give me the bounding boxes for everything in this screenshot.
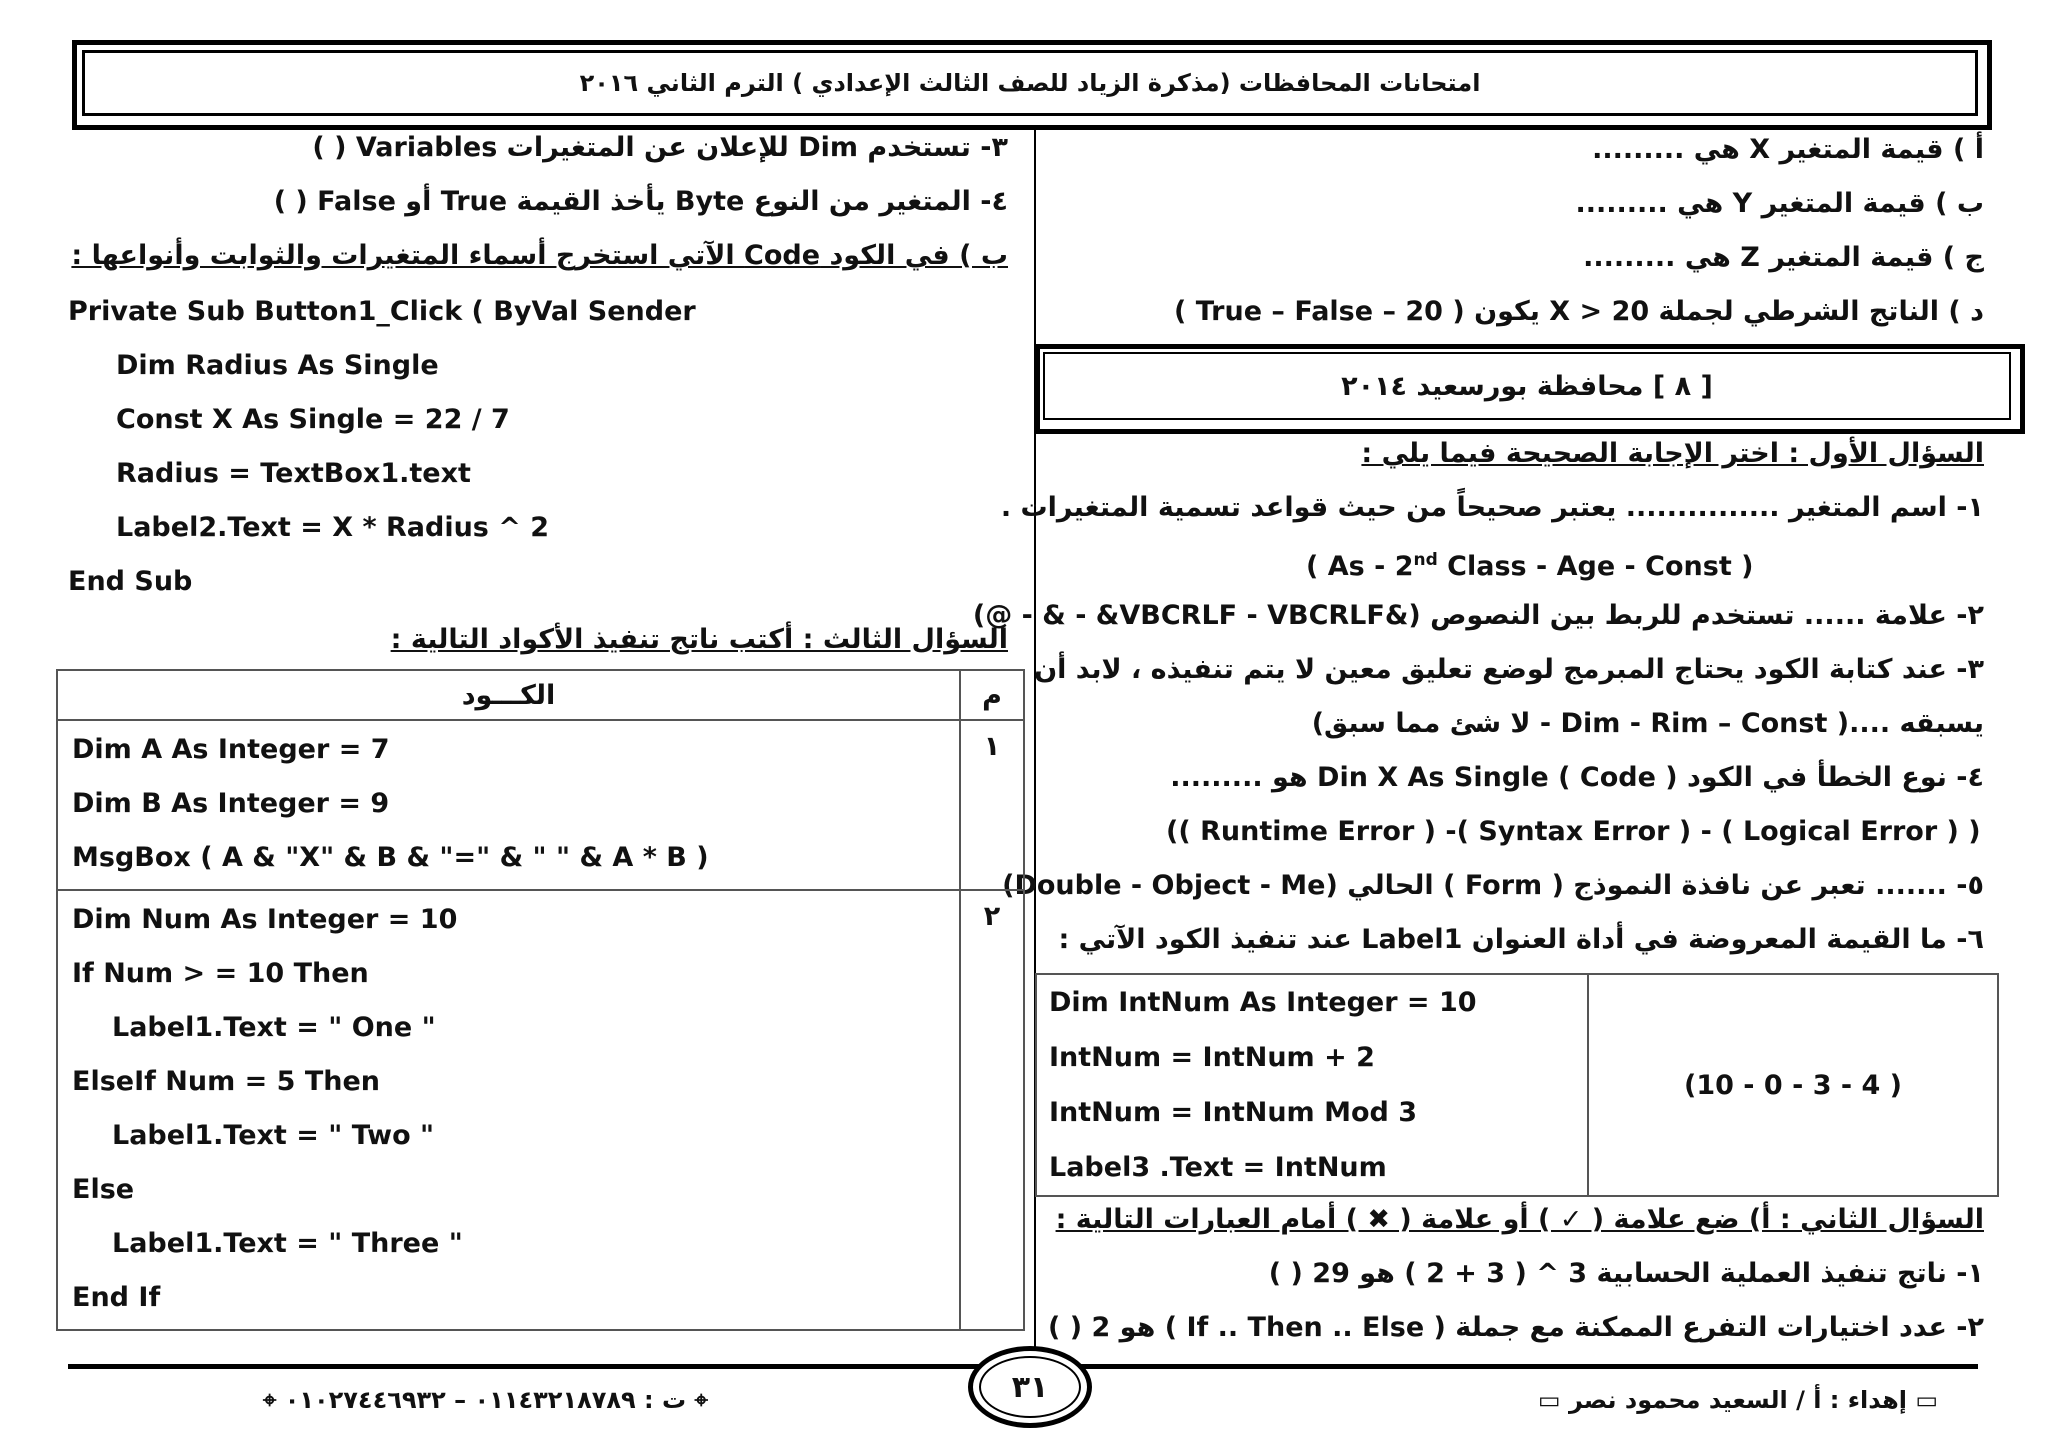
answer-line-b: ب ) قيمة المتغير Y هي ......... — [1575, 188, 1984, 219]
footer-phones — [263, 1380, 708, 1420]
q1-item-1-options — [1306, 540, 1753, 587]
page-title: امتحانات المحافظات (مذكرة الزياد للصف الثالث الإعدادي ) الترم الثاني ٢٠١٦ — [82, 50, 1978, 116]
table-cell-num: ٢ — [960, 890, 1024, 1330]
code-line: End Sub — [68, 566, 193, 597]
q1-item-1-options-a: ( As - 2 — [1306, 551, 1414, 582]
part-b-title: ب ) في الكود Code الآتي استخرج أسماء المتغيرات والثوابت وأنواعها : — [71, 240, 1008, 271]
computer-icon: ▭ — [1537, 1386, 1561, 1414]
q1-item-4: ٤- نوع الخطأ في الكود ( Code ) Din X As Single هو ......... — [1170, 762, 1984, 793]
code-line: IntNum = IntNum + 2 — [1049, 1042, 1375, 1073]
code-line: Dim IntNum As Integer = 10 — [1049, 987, 1477, 1018]
code-line: End If — [72, 1282, 161, 1313]
q1-item-5: ٥- ....... تعبر عن نافذة النموذج ( Form ) الحالي (Double - Object - Me) — [1002, 870, 1984, 901]
mouse-icon: ⌖ — [694, 1386, 708, 1414]
q1-item-1-options-sup: nd — [1413, 550, 1438, 570]
q1-item-6-table — [1035, 973, 1999, 1197]
code-line: Dim Radius As Single — [116, 350, 439, 381]
q2-item-1: ١- ناتج تنفيذ العملية الحسابية 3 ^ ( 3 + 2 ) هو 29 ( ) — [1268, 1258, 1984, 1289]
answer-line-d: د ) الناتج الشرطي لجملة 20 < X يكون ( True – False – 20 ) — [1173, 296, 1984, 327]
code-line: Label3 .Text = IntNum — [1049, 1152, 1387, 1183]
code-line: Else — [72, 1174, 135, 1205]
q6-choices: (10 - 0 - 3 - 4 ) — [1588, 974, 1998, 1196]
governorate-title: [ ٨ ] محافظة بورسعيد ٢٠١٤ — [1043, 352, 2011, 420]
code-line: IntNum = IntNum Mod 3 — [1049, 1097, 1418, 1128]
code-line: Label1.Text = " Two " — [112, 1120, 435, 1151]
page-number-badge — [968, 1346, 1092, 1428]
answer-line-c: ج ) قيمة المتغير Z هي ......... — [1583, 242, 1984, 273]
q1-item-3b: يسبقه ....( Dim - Rim – Const - لا شئ مما سبق) — [1311, 708, 1984, 739]
page-number: ٣١ — [1011, 1369, 1049, 1405]
table-cell-code — [57, 720, 960, 890]
mouse-icon: ⌖ — [262, 1386, 277, 1414]
left-item-4: ٤- المتغير من النوع Byte يأخذ القيمة True أو False ( ) — [273, 186, 1008, 217]
q6-code-cell — [1036, 974, 1588, 1196]
code-line: MsgBox ( A & "X" & B & "=" & " " & A * B ) — [72, 842, 709, 873]
left-item-3: ٣- تستخدم Dim للإعلان عن المتغيرات Variables ( ) — [312, 132, 1008, 163]
table-header-code: الكـــود — [57, 670, 960, 720]
code-line: Dim Num As Integer = 10 — [72, 904, 458, 935]
q1-item-1: ١- اسم المتغير ............... يعتبر صحيحاً من حيث قواعد تسمية المتغيرات . — [1000, 492, 1984, 523]
answer-line-a: أ ) قيمة المتغير X هي ......... — [1592, 134, 1984, 165]
code-line: Dim B As Integer = 9 — [72, 788, 390, 819]
code-line: If Num > = 10 Then — [72, 958, 369, 989]
footer-author — [1538, 1380, 1938, 1420]
table-header-num: م — [960, 670, 1024, 720]
q1-item-6: ٦- ما القيمة المعروضة في أداة العنوان Label1 عند تنفيذ الكود الآتي : — [1058, 924, 1984, 955]
author-text: إهداء : أ / السعيد محمود نصر — [1568, 1386, 1907, 1414]
computer-icon: ▭ — [1915, 1386, 1938, 1414]
q1-title: السؤال الأول : اختر الإجابة الصحيحة فيما يلي : — [1361, 438, 1984, 469]
q1-item-1-options-b: Class - Age - Const ) — [1437, 551, 1754, 582]
code-line: Label2.Text = X * Radius ^ 2 — [116, 512, 550, 543]
q1-item-3a: ٣- عند كتابة الكود يحتاج المبرمج لوضع تعليق معين لا يتم تنفيذه ، لابد أن — [1034, 654, 1984, 685]
code-line: Const X As Single = 22 / 7 — [116, 404, 510, 435]
table-row — [57, 720, 1024, 890]
q1-item-2: ٢- علامة ...... تستخدم للربط بين النصوص (&VBCRLF - VBCRLF& - & - @) — [972, 600, 1984, 631]
table-cell-num: ١ — [960, 720, 1024, 890]
q3-title: السؤال الثالث : أكتب ناتج تنفيذ الأكواد التالية : — [390, 624, 1008, 655]
code-line: Label1.Text = " One " — [112, 1012, 436, 1043]
phones-text: ت : ٠١١٤٣٢١٨٧٨٩ – ٠١٠٢٧٤٤٦٩٣٢ — [284, 1386, 687, 1414]
table-row — [57, 890, 1024, 1330]
code-line: ElseIf Num = 5 Then — [72, 1066, 381, 1097]
code-line: Private Sub Button1_Click ( ByVal Sender — [68, 296, 696, 327]
q1-item-4-options: (( Runtime Error ) -( Syntax Error ) - ( Logical Error ) ) — [1166, 816, 1981, 847]
code-line: Dim A As Integer = 7 — [72, 734, 390, 765]
code-line: Label1.Text = " Three " — [112, 1228, 463, 1259]
table-cell-code — [57, 890, 960, 1330]
code-line: Radius = TextBox1.text — [116, 458, 471, 489]
q3-code-table — [56, 669, 1025, 1331]
q2-item-2: ٢- عدد اختيارات التفرع الممكنة مع جملة ( If .. Then .. Else ) هو 2 ( ) — [1047, 1312, 1984, 1343]
q2-title: السؤال الثاني : أ) ضع علامة ( ✓ ) أو علامة ( ✖ ) أمام العبارات التالية : — [1055, 1204, 1984, 1235]
